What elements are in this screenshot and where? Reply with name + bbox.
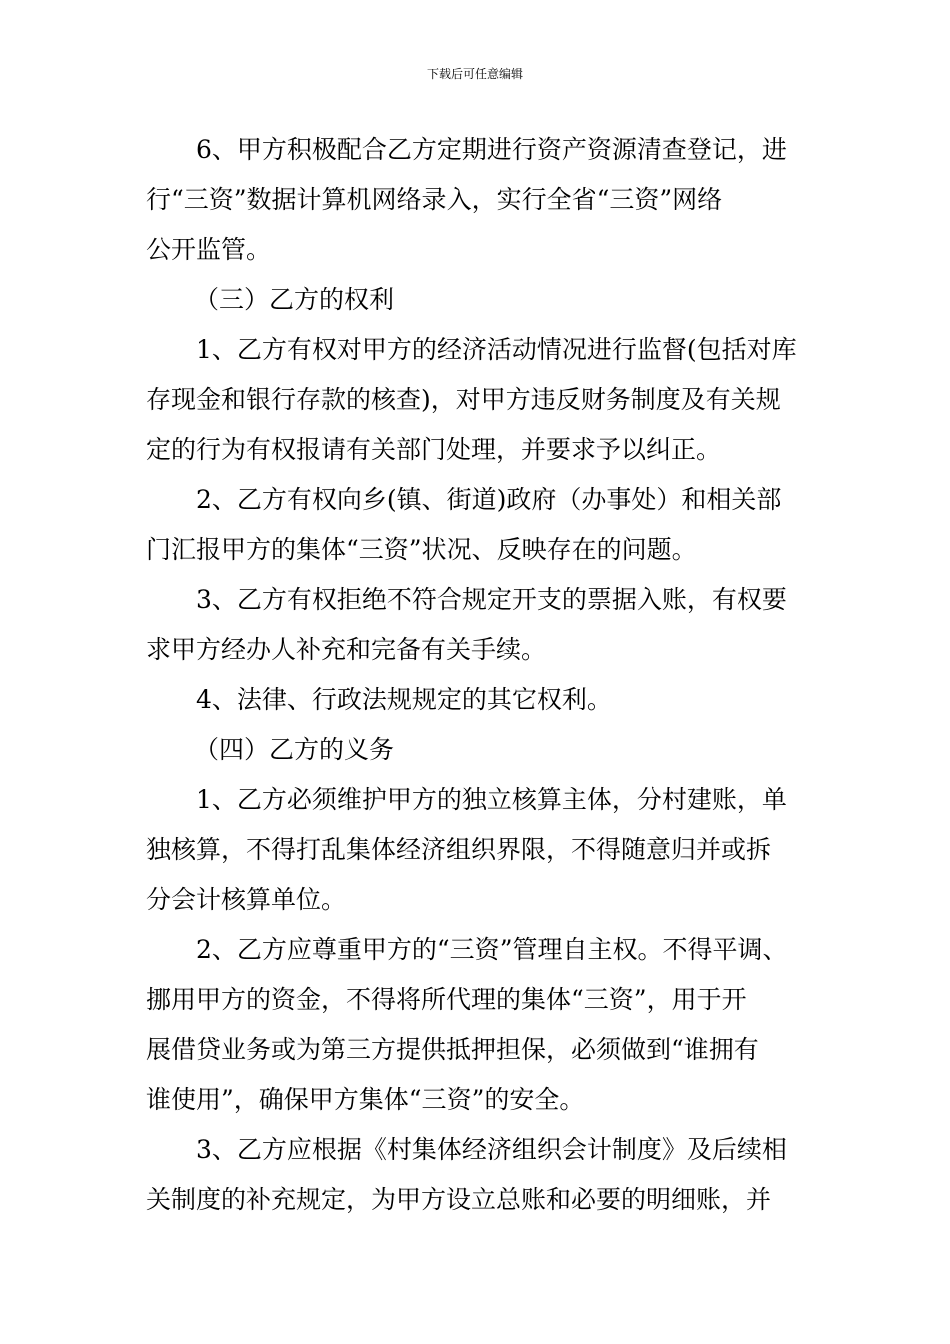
- paragraph: [146, 125, 816, 275]
- section-heading-text: （三）乙方的权利: [194, 285, 395, 314]
- section-heading: [146, 725, 816, 775]
- paragraph-line: 1、乙方有权对甲方的经济活动情况进行监督(包括对库: [196, 335, 797, 364]
- paragraph-line: 关制度的补充规定，为甲方设立总账和必要的明细账，并: [146, 1185, 772, 1214]
- paragraph: [146, 675, 816, 725]
- paragraph: [146, 775, 816, 925]
- paragraph-line: 门汇报甲方的集体“三资”状况、反映存在的问题。: [146, 535, 697, 564]
- paragraph: [146, 475, 816, 575]
- paragraph-line: 行“三资”数据计算机网络录入，实行全省“三资”网络: [146, 185, 723, 214]
- paragraph-line: 独核算，不得打乱集体经济组织界限，不得随意归并或拆: [146, 835, 772, 864]
- paragraph-line: 展借贷业务或为第三方提供抵押担保，必须做到“谁拥有: [146, 1035, 759, 1064]
- paragraph-line: 分会计核算单位。: [146, 885, 347, 914]
- paragraph-line: 公开监管。: [146, 235, 272, 264]
- paragraph: [146, 1125, 816, 1225]
- section-heading-text: （四）乙方的义务: [194, 735, 395, 764]
- paragraph-line: 求甲方经办人补充和完备有关手续。: [146, 635, 547, 664]
- section-heading: [146, 275, 816, 325]
- paragraph: [146, 325, 816, 475]
- paragraph: [146, 925, 816, 1125]
- paragraph-line: 谁使用”，确保甲方集体“三资”的安全。: [146, 1085, 585, 1114]
- paragraph: [146, 575, 816, 675]
- paragraph-line: 定的行为有权报请有关部门处理，并要求予以纠正。: [146, 435, 722, 464]
- paragraph-line: 存现金和银行存款的核查)，对甲方违反财务制度及有关规: [146, 385, 781, 414]
- paragraph-line: 2、乙方有权向乡(镇、街道)政府（办事处）和相关部: [196, 485, 782, 514]
- document-body: [146, 125, 816, 1225]
- paragraph-line: 挪用甲方的资金，不得将所代理的集体“三资”，用于开: [146, 985, 747, 1014]
- paragraph-line: 2、乙方应尊重甲方的“三资”管理自主权。不得平调、: [196, 935, 788, 964]
- page-header: 下载后可任意编辑: [426, 67, 523, 81]
- paragraph-line: 4、法律、行政法规规定的其它权利。: [196, 685, 612, 714]
- paragraph-line: 1、乙方必须维护甲方的独立核算主体，分村建账，单: [196, 785, 787, 814]
- paragraph-line: 3、乙方有权拒绝不符合规定开支的票据入账，有权要: [196, 585, 787, 614]
- paragraph-line: 3、乙方应根据《村集体经济组织会计制度》及后续相: [196, 1135, 787, 1164]
- paragraph-line: 6、甲方积极配合乙方定期进行资产资源清查登记，进: [196, 135, 787, 164]
